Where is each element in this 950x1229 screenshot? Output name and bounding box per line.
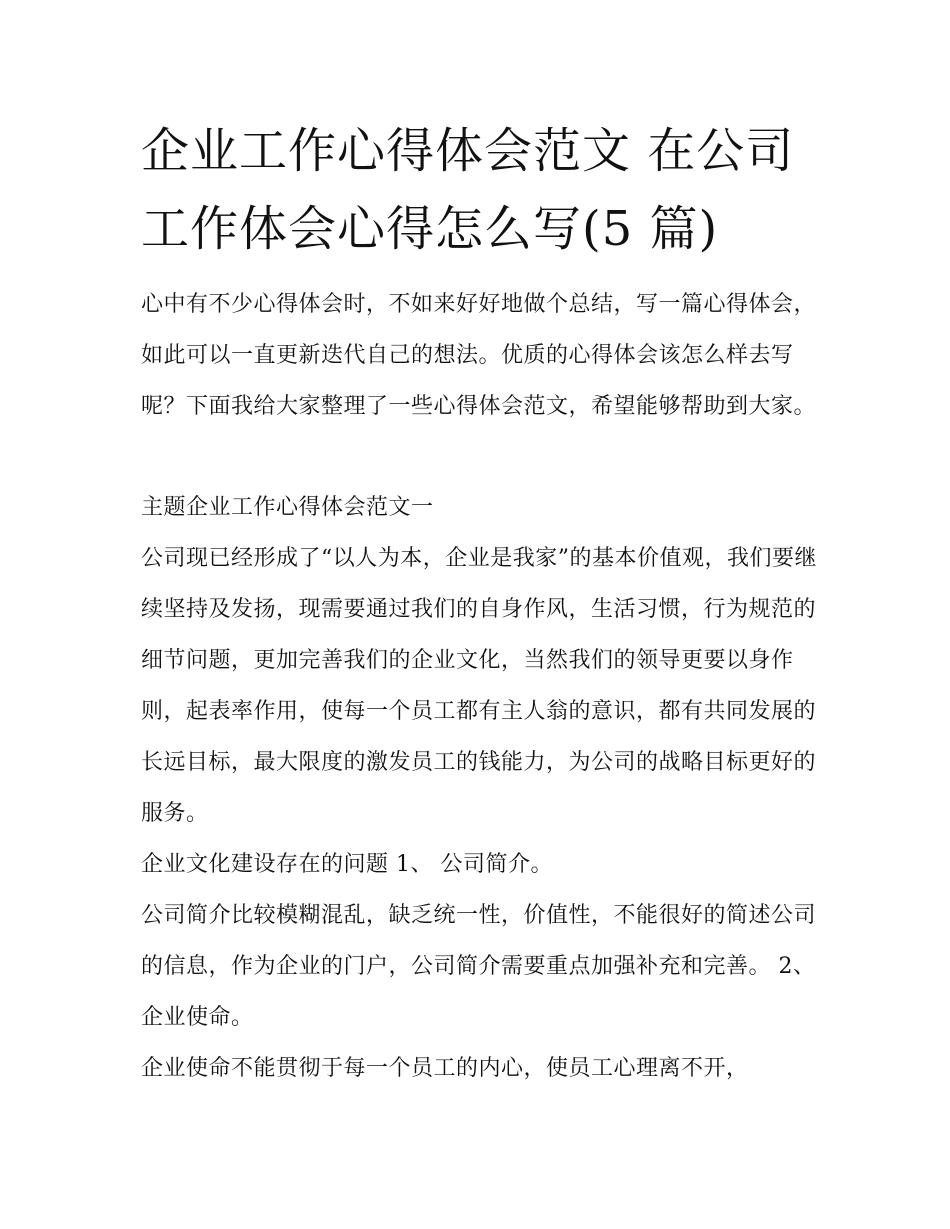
body-paragraph: 公司简介比较模糊混乱，缺乏统一性，价值性，不能很好的简述公司的信息，作为企业的门户，公司简介需要重点加强补充和完善。 2、 企业使命。 <box>141 903 817 1030</box>
section-heading: 主题企业工作心得体会范文一 <box>141 495 434 520</box>
body-paragraph: 公司现已经形成了“以人为本，企业是我家”的基本价值观，我们要继续坚持及发扬，现需要通过我们的自身作风，生活习惯，行为规范的细节问题，更加完善我们的企业文化，当然我们的领导更要以身作则，起表率作用，使每一个员工都有主人翁的意识，都有共同发展的长远目标，最大限度的激发员工的钱能力，为公司的战略目标更好的服务。 <box>141 546 817 826</box>
body-paragraph: 企业使命不能贯彻于每一个员工的内心，使员工心理离不开， <box>141 1056 749 1081</box>
document-title: 企业工作心得体会范文 在公司工作体会心得怎么写(5 篇) <box>141 123 795 257</box>
intro-paragraph: 心中有不少心得体会时，不如来好好地做个总结，写一篇心得体会，如此可以一直更新迭代自己的想法。优质的心得体会该怎么样去写呢？下面我给大家整理了一些心得体会范文，希望能够帮助到大家。 <box>141 292 817 419</box>
subsection-heading: 企业文化建设存在的问题 1、 公司简介。 <box>141 852 553 877</box>
